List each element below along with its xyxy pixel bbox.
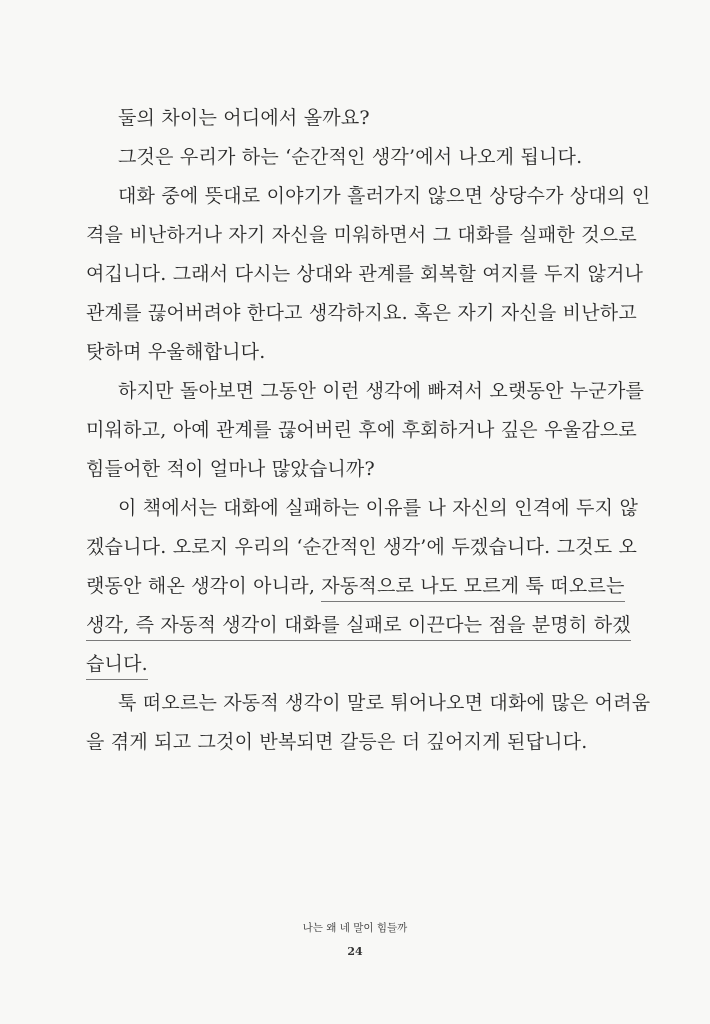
text-line: 이 책에서는 대화에 실패하는 이유를 나 자신의 인격에 두지 않: [118, 497, 639, 519]
page-number: 24: [347, 945, 363, 958]
text-line: [86, 567, 626, 606]
text-line: 그것은 우리가 하는 ‘순간적인 생각’에서 나오게 됩니다.: [118, 146, 583, 168]
text-line: 여깁니다. 그래서 다시는 상대와 관계를 회복할 여지를 두지 않거나: [86, 263, 644, 285]
text-line: 관계를 끊어버려야 한다고 생각하지요. 혹은 자기 자신을 비난하고: [86, 302, 637, 324]
text-line: 하지만 돌아보면 그동안 이런 생각에 빠져서 오랫동안 누군가를: [118, 380, 645, 402]
running-footer-title: 나는 왜 네 말이 힘들까: [302, 922, 408, 934]
text-line: 탓하며 우울해합니다.: [86, 341, 266, 363]
text-line: 겠습니다. 오로지 우리의 ‘순간적인 생각’에 두겠습니다. 그것도 오: [86, 536, 638, 558]
body-text: [86, 99, 651, 762]
text-line: 힘들어한 적이 얼마나 많았습니까?: [86, 458, 375, 480]
text-line: 대화 중에 뜻대로 이야기가 흘러가지 않으면 상당수가 상대의 인: [118, 185, 651, 207]
underlined-text: 습니다.: [86, 653, 148, 680]
underlined-text: 자동적으로 나도 모르게 툭 떠오르는: [321, 575, 624, 602]
text-line: 을 겪게 되고 그것이 반복되면 갈등은 더 깊어지게 된답니다.: [86, 731, 588, 753]
text-line: 툭 떠오르는 자동적 생각이 말로 튀어나오면 대화에 많은 어려움: [118, 692, 651, 714]
underlined-text: 생각, 즉 자동적 생각이 대화를 실패로 이끈다는 점을 분명히 하겠: [86, 614, 631, 641]
text-line: [86, 606, 631, 645]
text-line: 둘의 차이는 어디에서 올까요?: [118, 107, 370, 129]
text-line: [86, 645, 626, 684]
text-line: 미워하고, 아예 관계를 끊어버린 후에 후회하거나 깊은 우울감으로: [86, 419, 637, 441]
text-line: 격을 비난하거나 자기 자신을 미워하면서 그 대화를 실패한 것으로: [86, 224, 637, 246]
text-segment: 랫동안 해온 생각이 아니라,: [86, 575, 322, 597]
